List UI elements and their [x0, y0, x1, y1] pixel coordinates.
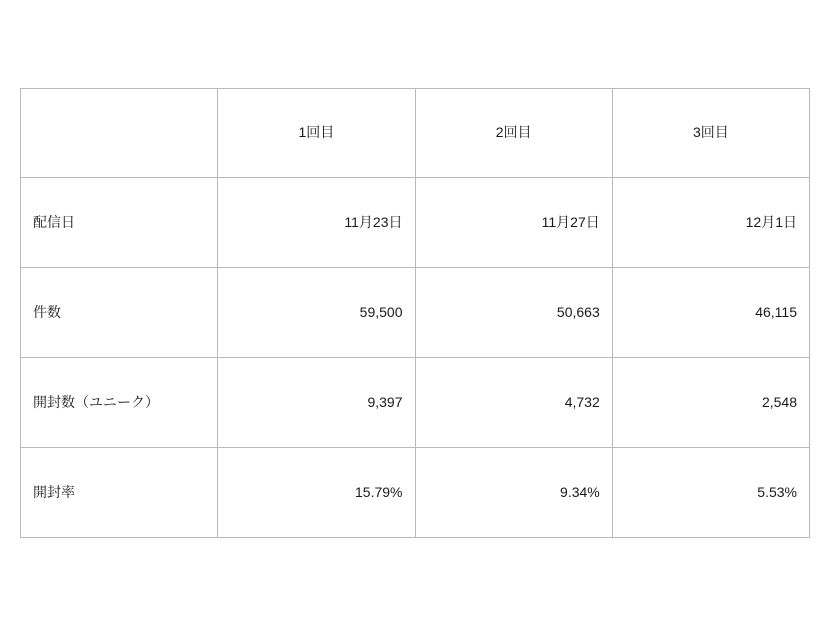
cell-count-3: 46,115	[612, 268, 809, 358]
column-header-2: 2回目	[415, 89, 612, 178]
row-label-count: 件数	[21, 268, 218, 358]
column-header-3: 3回目	[612, 89, 809, 178]
table-header-row	[21, 89, 810, 178]
stats-table-container	[20, 88, 810, 538]
cell-open-rate-3: 5.53%	[612, 448, 809, 538]
row-label-delivery-date: 配信日	[21, 178, 218, 268]
row-label-open-count: 開封数（ユニーク）	[21, 358, 218, 448]
cell-open-rate-1: 15.79%	[218, 448, 415, 538]
cell-open-count-2: 4,732	[415, 358, 612, 448]
column-header-1: 1回目	[218, 89, 415, 178]
cell-open-count-3: 2,548	[612, 358, 809, 448]
table-row	[21, 178, 810, 268]
email-delivery-stats-table	[20, 88, 810, 538]
cell-delivery-date-3: 12月1日	[612, 178, 809, 268]
cell-open-rate-2: 9.34%	[415, 448, 612, 538]
cell-open-count-1: 9,397	[218, 358, 415, 448]
table-row	[21, 448, 810, 538]
table-row	[21, 358, 810, 448]
table-corner-cell	[21, 89, 218, 178]
cell-delivery-date-1: 11月23日	[218, 178, 415, 268]
cell-count-2: 50,663	[415, 268, 612, 358]
row-label-open-rate: 開封率	[21, 448, 218, 538]
table-row	[21, 268, 810, 358]
cell-count-1: 59,500	[218, 268, 415, 358]
cell-delivery-date-2: 11月27日	[415, 178, 612, 268]
